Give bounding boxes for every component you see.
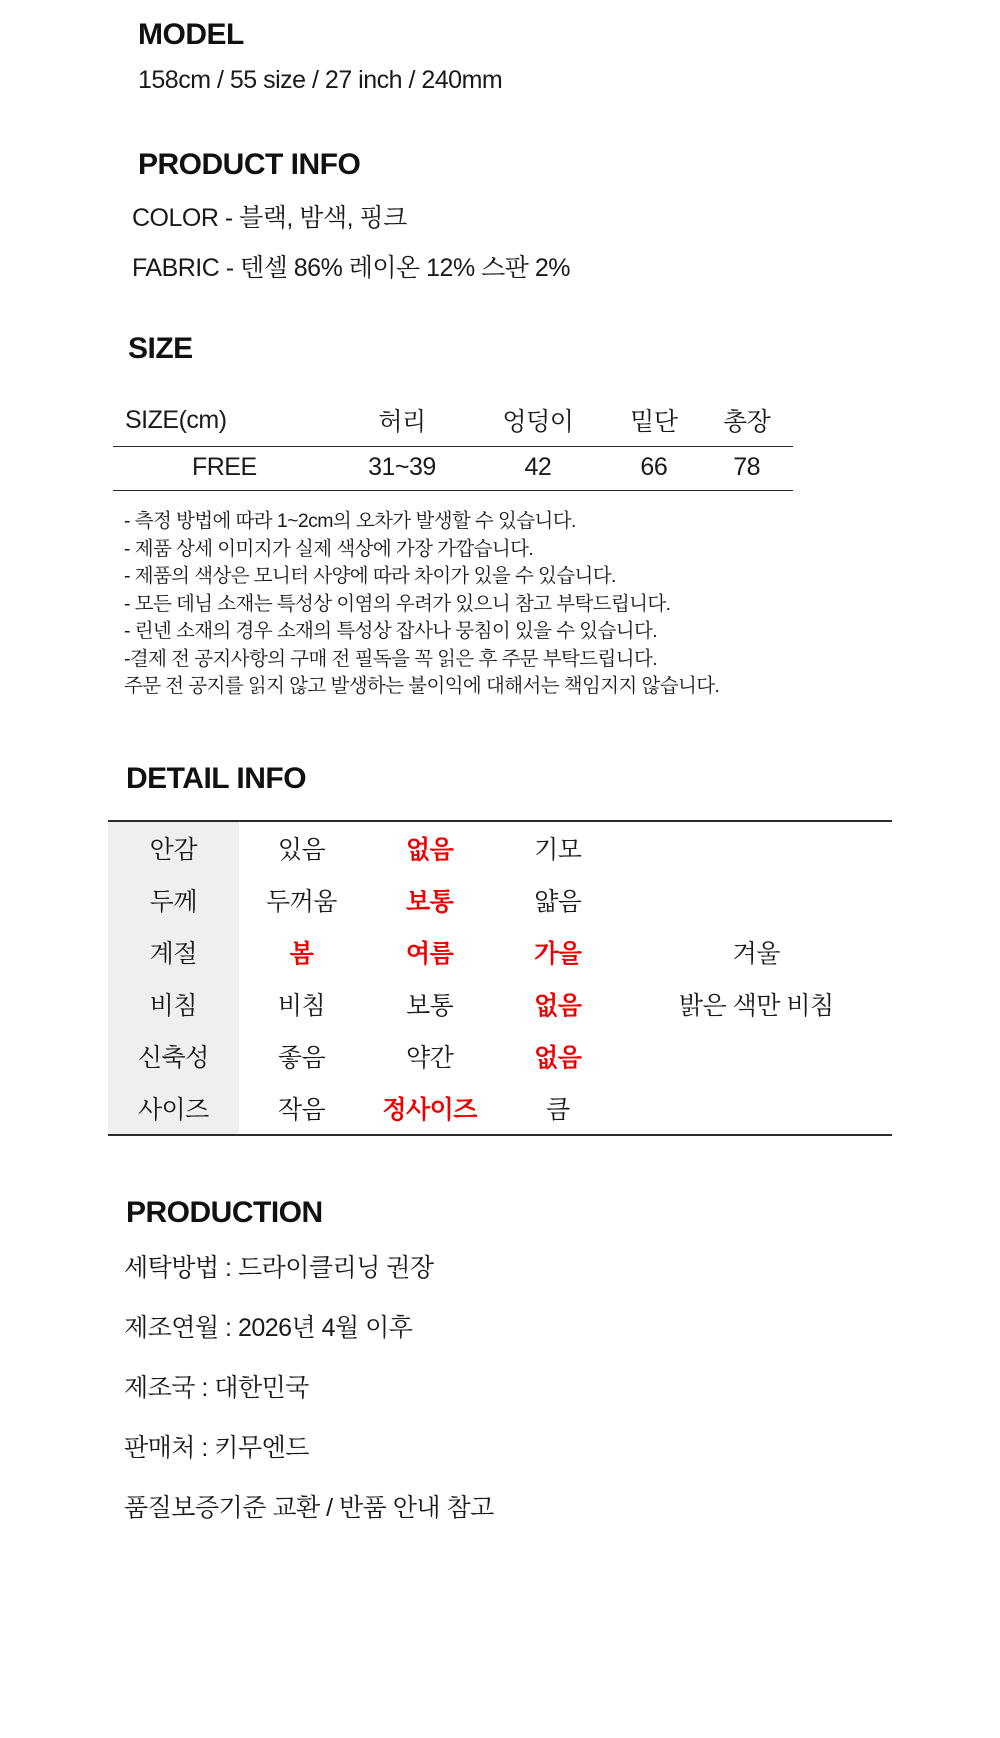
table-row: [108, 821, 892, 874]
size-table: [113, 396, 793, 491]
product-info-heading: PRODUCT INFO: [138, 148, 361, 181]
detail-opt-sheerness-2: 보통: [405, 992, 454, 1020]
size-row-length: 78: [733, 453, 760, 481]
detail-opt-season-2: 여름: [405, 940, 454, 968]
detail-opt-lining-3: 기모: [534, 836, 582, 864]
detail-opt-season-1: 봄: [289, 940, 314, 968]
production-lines: [124, 1248, 494, 1548]
list-item: 주문 전 공지를 읽지 않고 발생하는 불이익에 대해서는 책임지지 않습니다.: [124, 675, 720, 697]
detail-row-label-season: 계절: [108, 926, 239, 978]
detail-opt-stretch-4: [621, 1030, 892, 1082]
table-row: [108, 978, 892, 1030]
detail-opt-season-4: 겨울: [732, 940, 780, 968]
detail-opt-stretch-1: 좋음: [277, 1044, 326, 1072]
list-item: - 측정 방법에 따라 1~2cm의 오차가 발생할 수 있습니다.: [124, 510, 576, 532]
size-heading: SIZE: [128, 332, 193, 365]
table-row: [108, 1082, 892, 1135]
detail-opt-stretch-2: 약간: [405, 1044, 454, 1072]
size-col-hip: 엉덩이: [502, 408, 574, 436]
detail-opt-fit-4: [621, 1082, 892, 1135]
detail-opt-sheerness-3: 없음: [534, 992, 582, 1020]
detail-opt-lining-4: [621, 821, 892, 874]
detail-row-label-thickness: 두께: [108, 874, 239, 926]
table-row: [108, 874, 892, 926]
model-heading: MODEL: [138, 18, 244, 51]
detail-opt-thickness-4: [621, 874, 892, 926]
production-date: 제조연월 : 2026년 4월 이후: [124, 1314, 413, 1342]
detail-opt-lining-2: 없음: [405, 836, 454, 864]
size-table-header-row: [113, 396, 793, 447]
detail-opt-fit-2: 정사이즈: [382, 1096, 477, 1124]
detail-opt-sheerness-1: 비침: [277, 992, 326, 1020]
list-item: - 모든 데님 소재는 특성상 이염의 우려가 있으니 참고 부탁드립니다.: [124, 592, 671, 615]
size-col-waist: 허리: [378, 408, 426, 436]
detail-opt-thickness-1: 두꺼움: [266, 888, 337, 916]
detail-opt-lining-1: 있음: [277, 836, 326, 864]
detail-opt-season-3: 가을: [534, 940, 582, 968]
size-col-hem: 밑단: [630, 408, 678, 436]
size-col-length: 총장: [722, 408, 771, 436]
notice-list: [124, 508, 924, 701]
size-col-label: SIZE(cm): [125, 405, 227, 434]
product-color-text: COLOR - 블랙, 밤색, 핑크: [132, 204, 407, 232]
detail-opt-stretch-3: 없음: [534, 1044, 582, 1072]
detail-opt-thickness-2: 보통: [405, 888, 454, 916]
list-item: - 제품 상세 이미지가 실제 색상에 가장 가깝습니다.: [124, 537, 534, 560]
list-item: - 린넨 소재의 경우 소재의 특성상 잡사나 뭉침이 있을 수 있습니다.: [124, 620, 658, 642]
product-fabric-text: FABRIC - 텐셀 86% 레이온 12% 스판 2%: [132, 254, 570, 282]
production-seller: 판매처 : 키무엔드: [124, 1434, 309, 1462]
production-heading: PRODUCTION: [126, 1196, 323, 1229]
list-item: - 제품의 색상은 모니터 사양에 따라 차이가 있을 수 있습니다.: [124, 565, 616, 587]
table-row: [108, 1030, 892, 1082]
list-item: -결제 전 공지사항의 구매 전 필독을 꼭 읽은 후 주문 부탁드립니다.: [124, 647, 658, 670]
table-row: [113, 447, 793, 491]
detail-opt-sheerness-4: 밝은 색만 비침: [678, 992, 834, 1020]
detail-row-label-fit: 사이즈: [108, 1082, 239, 1135]
detail-row-label-lining: 안감: [108, 821, 239, 874]
detail-row-label-stretch: 신축성: [108, 1030, 239, 1082]
detail-opt-fit-3: 큼: [545, 1096, 570, 1124]
detail-row-label-sheerness: 비침: [108, 978, 239, 1030]
detail-opt-fit-1: 작음: [277, 1096, 326, 1124]
production-wash: 세탁방법 : 드라이클리닝 권장: [124, 1254, 434, 1282]
size-row-hem: 66: [640, 453, 668, 481]
size-row-waist: 31~39: [368, 453, 436, 481]
detail-opt-thickness-3: 얇음: [534, 888, 582, 916]
detail-info-heading: DETAIL INFO: [126, 762, 307, 795]
detail-info-table: [108, 820, 892, 1136]
model-spec-text: 158cm / 55 size / 27 inch / 240mm: [138, 66, 503, 94]
size-row-name: FREE: [191, 453, 257, 481]
size-row-hip: 42: [524, 453, 552, 481]
production-country: 제조국 : 대한민국: [124, 1374, 309, 1402]
production-warranty: 품질보증기준 교환 / 반품 안내 참고: [124, 1494, 494, 1522]
table-row: [108, 926, 892, 978]
